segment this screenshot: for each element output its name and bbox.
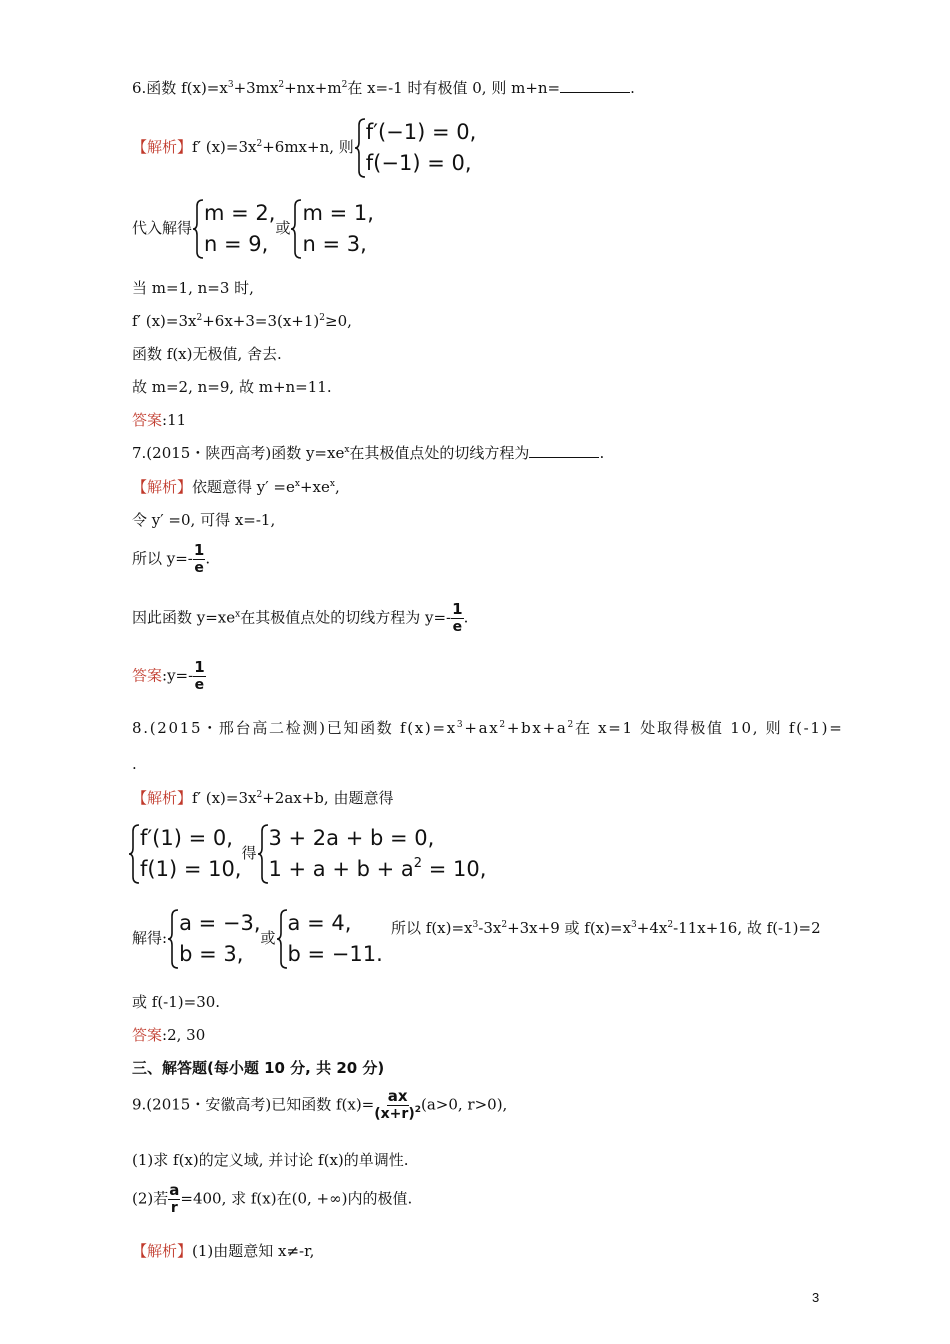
q9-statement: 9.(2015・安徽高考)已知函数 f(x)= $\frac{ax}{(x+r)^2}$ (a>0, r>0), bbox=[132, 1087, 508, 1122]
q6-case-line: 当 m=1, n=3 时, bbox=[132, 279, 254, 297]
q6-solution-line: 【解析】f′ $(x)=3x^2+6mx+n$, 则 f′(−1) = 0, f(−1) = 0, bbox=[132, 117, 476, 179]
fraction: $\frac{ax}{(x+r)^2}$ bbox=[374, 1087, 421, 1122]
q6-statement: 6.函数 $f(x)=x^3+3mx^2+nx+m^2$在 x=-1 时有极值 0, 则 m+n= . bbox=[132, 79, 635, 97]
page-number: 3 bbox=[812, 1290, 820, 1305]
q8-or-line: 或 f(-1)=30. bbox=[132, 993, 221, 1011]
q8-statement-end: . bbox=[132, 755, 137, 773]
fraction: $\frac{1}{e}$ bbox=[452, 600, 463, 635]
answer-label: 答案 bbox=[132, 411, 163, 429]
q6-answer: 答案:11 bbox=[132, 411, 187, 429]
answer-label: 答案 bbox=[132, 666, 163, 685]
q7-step-line: 令 y′ =0, 可得 x=-1, bbox=[132, 511, 276, 529]
q7-statement: 7.(2015・陕西高考)函数 $y=xe^x$在其极值点处的切线方程为 . bbox=[132, 444, 605, 462]
equation-system: f′(1) = 0, f(1) = 10, bbox=[128, 823, 241, 885]
fraction: $\frac{1}{e}$ bbox=[193, 541, 205, 576]
answer-blank bbox=[560, 80, 630, 93]
q6-substitution-line: 代入解得 m = 2, n = 9, 或 m = 1, n = 3, bbox=[132, 198, 374, 260]
answer-label: 答案 bbox=[132, 1026, 163, 1044]
fraction: $\frac{1}{e}$ bbox=[194, 658, 205, 693]
fraction: $\frac{a}{r}$ bbox=[169, 1181, 180, 1216]
equation-system: f′(−1) = 0, f(−1) = 0, bbox=[354, 117, 477, 179]
solution-tag: 【解析】 bbox=[132, 1242, 193, 1260]
q7-answer: 答案:y=- $\frac{1}{e}$ bbox=[132, 658, 205, 693]
solution-tag: 【解析】 bbox=[132, 789, 193, 807]
equation-system: m = 1, n = 3, bbox=[290, 198, 373, 260]
q8-system-line: f′(1) = 0, f(1) = 10, 得 3 + 2a + b = 0, $1 + a + b + a^2 = 10$, bbox=[128, 823, 486, 885]
q8-solution-line: 【解析】f′ $(x)=3x^2+2ax+b$, 由题意得 bbox=[132, 789, 394, 807]
solution-tag: 【解析】 bbox=[132, 478, 193, 496]
q8-answer: 答案:2, 30 bbox=[132, 1026, 206, 1044]
q8-solve-line: 解得: a = −3, b = 3, 或 a = 4, b = −11. bbox=[132, 908, 383, 970]
q7-value-line: 所以 y=- $\frac{1}{e}$ . bbox=[132, 541, 211, 576]
q6-result-line: 故 m=2, n=9, 故 m+n=11. bbox=[132, 378, 332, 396]
q7-tangent-line: 因此函数 $y=xe^x$在其极值点处的切线方程为 y=- $\frac{1}{e}$ . bbox=[132, 600, 469, 635]
q8-statement: 8.(2015・邢台高二检测)已知函数 $f(x)=x^3+ax^2+bx+a^2$在 x=1 处取得极值 10, 则 f(-1)= bbox=[132, 719, 844, 737]
q6-derivative-line: f′ $(x)=3x^2+6x+3=3(x+1)^2\ge 0$, bbox=[132, 312, 352, 330]
q8-conclusion: 所以 $f(x)=x^3-3x^2+3x+9$ 或 $f(x)=x^3+4x^2-11x+16$, 故 f(-1)=2 bbox=[391, 919, 821, 937]
equation-system: 3 + 2a + b = 0, $1 + a + b + a^2 = 10$, bbox=[257, 823, 487, 885]
q6-conclusion-line: 函数 f(x)无极值, 舍去. bbox=[132, 345, 282, 363]
q9-solution-line: 【解析】(1)由题意知 x≠-r, bbox=[132, 1242, 315, 1260]
q9-part2: (2)若 $\frac{a}{r}$ =400, 求 f(x)在(0, +∞)内的极值. bbox=[132, 1181, 413, 1216]
equation-system: a = −3, b = 3, bbox=[167, 908, 260, 970]
q7-solution-line: 【解析】依题意得 $y' =e^x+xe^x$, bbox=[132, 478, 340, 496]
equation-system: a = 4, b = −11. bbox=[276, 908, 383, 970]
solution-tag: 【解析】 bbox=[132, 138, 193, 156]
q9-part1: (1)求 f(x)的定义域, 并讨论 f(x)的单调性. bbox=[132, 1151, 409, 1169]
answer-blank bbox=[529, 445, 599, 458]
section-heading: 三、解答题(每小题 10 分, 共 20 分) bbox=[132, 1059, 385, 1077]
equation-system: m = 2, n = 9, bbox=[192, 198, 275, 260]
